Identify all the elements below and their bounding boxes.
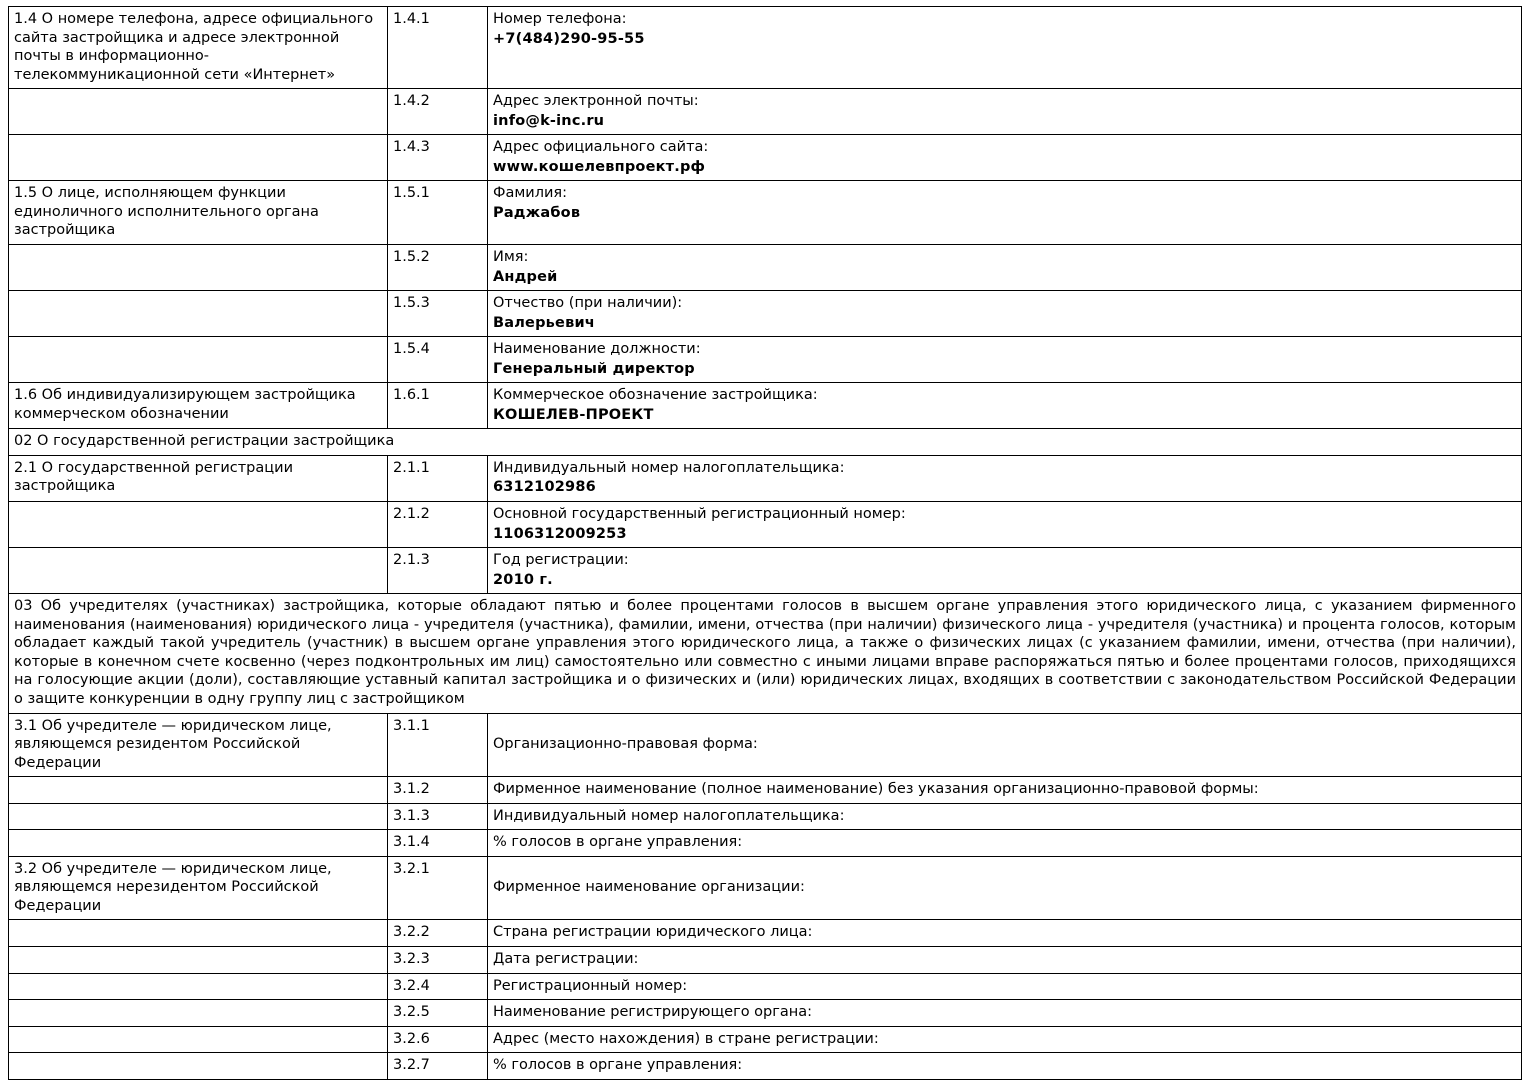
row-label	[9, 1053, 388, 1080]
table-row	[9, 245, 1522, 291]
value-caption: Наименование регистрирующего органа:	[493, 1004, 812, 1021]
row-label: 3.2 Об учредителе — юридическом лице, являющемся нерезидентом Российской Федерации	[9, 856, 388, 920]
value-text: КОШЕЛЕВ-ПРОЕКТ	[493, 406, 654, 423]
table-row	[9, 803, 1522, 830]
section-heading: 02 О государственной регистрации застройщика	[9, 429, 1522, 456]
value-caption: Регистрационный номер:	[493, 977, 688, 994]
value-caption: Год регистрации:	[493, 552, 629, 569]
row-number: 3.2.5	[388, 1000, 488, 1027]
value-caption: Отчество (при наличии):	[493, 295, 683, 312]
row-value	[488, 920, 1522, 947]
row-value	[488, 803, 1522, 830]
value-caption: Фамилия:	[493, 185, 568, 202]
table-row	[9, 830, 1522, 857]
table-row	[9, 181, 1522, 245]
row-value	[488, 455, 1522, 501]
row-value	[488, 7, 1522, 89]
row-number: 3.2.6	[388, 1026, 488, 1053]
table-row	[9, 1000, 1522, 1027]
value-text: Генеральный директор	[493, 360, 695, 377]
table-row	[9, 291, 1522, 337]
table-row	[9, 502, 1522, 548]
value-caption: Страна регистрации юридического лица:	[493, 924, 813, 941]
row-number: 1.4.2	[388, 89, 488, 135]
table-row	[9, 383, 1522, 429]
value-caption: Имя:	[493, 249, 529, 266]
table-row	[9, 548, 1522, 594]
value-text: info@k-inc.ru	[493, 112, 605, 129]
row-number: 3.2.7	[388, 1053, 488, 1080]
row-number: 3.1.3	[388, 803, 488, 830]
value-caption: Организационно-правовая форма:	[493, 736, 758, 753]
row-value	[488, 135, 1522, 181]
row-label	[9, 89, 388, 135]
row-number: 3.2.2	[388, 920, 488, 947]
row-number: 3.2.3	[388, 946, 488, 973]
row-value	[488, 1053, 1522, 1080]
row-label	[9, 245, 388, 291]
table-row	[9, 337, 1522, 383]
value-caption: Адрес электронной почты:	[493, 93, 699, 110]
row-value	[488, 291, 1522, 337]
row-number: 1.5.2	[388, 245, 488, 291]
value-text: Раджабов	[493, 204, 581, 221]
row-label	[9, 830, 388, 857]
row-label	[9, 803, 388, 830]
row-value	[488, 548, 1522, 594]
row-number: 1.5.3	[388, 291, 488, 337]
table-row	[9, 973, 1522, 1000]
row-value	[488, 973, 1522, 1000]
row-value	[488, 383, 1522, 429]
value-text: Андрей	[493, 268, 558, 285]
table-body	[9, 7, 1522, 1080]
section-heading-long: 03 Об учредителях (участниках) застройщика, которые обладают пятью и более процентами голосов в высшем органе управления этого юридического лица, с указанием фирменного наименования (наименования) юридического лица - учредителя (участника), фамилии, имени, отчества (при наличии) физического лица - учредителя (участника) и процента голосов, которым обладает каждый такой учредитель (участник) в высшем органе управления этого юридического лица, а также о физических лицах (с указанием фамилии, имени, отчества (при наличии), которые в конечном счете косвенно (через подконтрольных им лиц) самостоятельно или совместно с иными лицами вправе распоряжаться пятью и более процентами голосов, приходящихся на голосующие акции (доли), составляющие уставный капитал застройщика и о физических и (или) юридических лицах, входящих в соответствии с законодательством Российской Федерации о защите конкуренции в одну группу лиц с застройщиком	[9, 594, 1522, 713]
row-number: 2.1.1	[388, 455, 488, 501]
row-number: 1.4.1	[388, 7, 488, 89]
value-text: Валерьевич	[493, 314, 595, 331]
row-number: 2.1.2	[388, 502, 488, 548]
table-row	[9, 920, 1522, 947]
value-text: www.кошелевпроект.рф	[493, 158, 706, 175]
row-label: 2.1 О государственной регистрации застройщика	[9, 455, 388, 501]
value-text: +7(484)290-95-55	[493, 30, 645, 47]
table-row	[9, 777, 1522, 804]
value-caption: % голосов в органе управления:	[493, 834, 743, 851]
row-label: 3.1 Об учредителе — юридическом лице, являющемся резидентом Российской Федерации	[9, 713, 388, 777]
value-caption: Адрес официального сайта:	[493, 139, 709, 156]
row-label: 1.4 О номере телефона, адресе официального сайта застройщика и адресе электронной почты в информационно-телекоммуникационной сети «Интернет»	[9, 7, 388, 89]
value-caption: Индивидуальный номер налогоплательщика:	[493, 459, 845, 476]
value-caption: Номер телефона:	[493, 11, 627, 27]
table-row	[9, 89, 1522, 135]
value-caption: Дата регистрации:	[493, 950, 639, 967]
row-value	[488, 1000, 1522, 1027]
row-label	[9, 777, 388, 804]
table-row	[9, 135, 1522, 181]
developer-declaration-table	[8, 6, 1522, 1080]
value-caption: Коммерческое обозначение застройщика:	[493, 387, 818, 404]
row-value	[488, 1026, 1522, 1053]
row-value	[488, 713, 1522, 777]
row-label	[9, 291, 388, 337]
value-caption: % голосов в органе управления:	[493, 1057, 743, 1074]
value-text: 2010 г.	[493, 571, 553, 588]
table-row	[9, 1053, 1522, 1080]
row-label	[9, 1026, 388, 1053]
row-label	[9, 1000, 388, 1027]
row-value	[488, 946, 1522, 973]
row-number: 3.2.1	[388, 856, 488, 920]
row-value	[488, 830, 1522, 857]
row-number: 1.5.4	[388, 337, 488, 383]
row-value	[488, 856, 1522, 920]
row-number: 2.1.3	[388, 548, 488, 594]
table-row	[9, 1026, 1522, 1053]
row-value	[488, 502, 1522, 548]
row-number: 3.1.1	[388, 713, 488, 777]
value-caption: Фирменное наименование (полное наименование) без указания организационно-правовой формы:	[493, 781, 1259, 798]
row-value	[488, 337, 1522, 383]
row-value	[488, 245, 1522, 291]
row-number: 3.2.4	[388, 973, 488, 1000]
table-row	[9, 946, 1522, 973]
row-label	[9, 548, 388, 594]
row-label	[9, 135, 388, 181]
table-row	[9, 856, 1522, 920]
row-number: 3.1.2	[388, 777, 488, 804]
row-number: 1.4.3	[388, 135, 488, 181]
row-number: 3.1.4	[388, 830, 488, 857]
row-number: 1.6.1	[388, 383, 488, 429]
value-text: 1106312009253	[493, 525, 627, 542]
value-caption: Основной государственный регистрационный номер:	[493, 506, 906, 523]
table-row	[9, 429, 1522, 456]
table-row	[9, 594, 1522, 713]
row-value	[488, 181, 1522, 245]
row-value	[488, 777, 1522, 804]
value-text: 6312102986	[493, 479, 596, 496]
row-label	[9, 502, 388, 548]
value-caption: Наименование должности:	[493, 341, 701, 358]
row-value	[488, 89, 1522, 135]
table-row	[9, 713, 1522, 777]
row-label: 1.6 Об индивидуализирующем застройщика коммерческом обозначении	[9, 383, 388, 429]
row-label	[9, 973, 388, 1000]
row-label	[9, 946, 388, 973]
value-caption: Адрес (место нахождения) в стране регистрации:	[493, 1030, 879, 1047]
row-label	[9, 337, 388, 383]
value-caption: Индивидуальный номер налогоплательщика:	[493, 807, 845, 824]
table-row	[9, 7, 1522, 89]
table-row	[9, 455, 1522, 501]
row-number: 1.5.1	[388, 181, 488, 245]
row-label: 1.5 О лице, исполняющем функции единоличного исполнительного органа застройщика	[9, 181, 388, 245]
value-caption: Фирменное наименование организации:	[493, 879, 805, 896]
row-label	[9, 920, 388, 947]
